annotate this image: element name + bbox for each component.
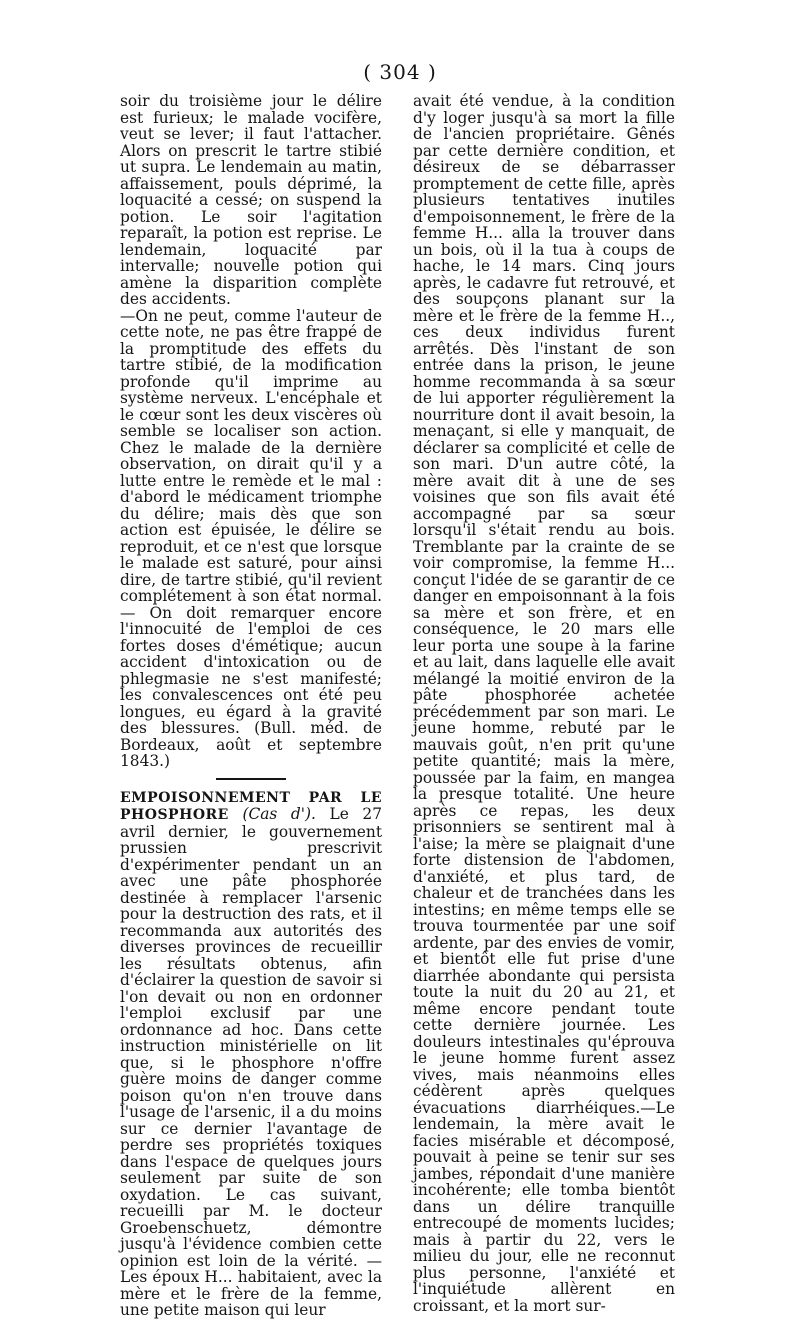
left-paragraph-2: —On ne peut, comme l'auteur de cette note, ne pas être frappé de la promptitude des effets du tartre stibié, de la modification profonde qu'il imprime au système nerveux. L'encéphale et le cœur sont les deux viscères où semble se localiser son action. Chez le malade de la dernière observation, on dirait qu'il y a lutte entre le remède et le mal : d'abord le médicament triomphe du délire; mais dès que son action est épuisée, le délire se reproduit, et ce n'est que lorsque le malade est saturé, pour ainsi dire, de tartre stibié, qu'il revient complétement à son état normal. — On doit remarquer encore l'innocuité de l'emploi de ces fortes doses d'émétique; aucun accident d'intoxication ou de phlegmasie ne s'est manifesté; les convalescences ont été peu longues, eu égard à la gravité des blessures. (Bull. méd. de Bordeaux, août et septembre 1843.) (120, 306, 382, 770)
section-heading-line1: EMPOISONNEMENT PAR LE (120, 789, 382, 806)
right-paragraph-1: avait été vendue, à la condition d'y loger jusqu'à sa mort la fille de l'ancien propriétaire. Gênés par cette dernière condition, et désireux de se débarrasser promptement de cette fille, après plusieurs tentatives inutiles d'empoisonnement, le frère de la femme H... alla la trouver dans un bois, où il la tua à coups de hache, le 14 mars. Cinq jours après, le cadavre fut retrouvé, et des soupçons planant sur la mère et le frère de la femme H.., ces deux individus furent arrêtés. Dès l'instant de son entrée dans la prison, le jeune homme recommanda à sa sœur de lui apporter régulièrement la nourriture dont il avait besoin, la menaçant, si elle y manquait, de déclarer sa complicité et celle de son mari. D'un autre côté, la mère avait dit à une de ses voisines que son fils avait été accompagné par sa sœur lorsqu'il s'était rendu au bois. Tremblante par la crainte de se voir compromise, la femme H... conçut l'idée de se garantir de ce danger en empoisonnant à la fois sa mère et son frère, et en conséquence, le 20 mars elle leur porta une soupe à la farine et au lait, dans laquelle elle avait mélangé la moitié environ de la pâte phosphorée achetée précédemment par son mari. Le jeune homme, rebuté par le mauvais goût, n'en prit qu'une petite quantité; mais la mère, poussée par la faim, en mangea la presque totalité. Une heure après ce repas, les deux prisonniers se sentirent mal à l'aise; la mère se plaignait d'une forte distension de l'abdomen, d'anxiété, et plus tard, de chaleur et de tranchées dans les intestins; en même temps elle se trouva tourmentée par une soif ardente, par des envies de vomir, et bientôt elle fut prise d'une diarrhée abondante qui persista toute la nuit du 20 au 21, et même encore pendant toute cette dernière journée. Les douleurs intestinales qu'éprouva le jeune homme furent assez vives, mais néanmoins elles cédèrent après quelques évacuations diarrhéiques.—Le lendemain, la mère avait le facies misérable et décomposé, pouvait à peine se tenir sur ses jambes, répondait d'une manière incohérente; elle tomba bientôt dans un délire tranquille entrecoupé de moments lucides; mais à partir du 22, vers le milieu du jour, elle ne reconnut plus personne, l'anxiété et l'inquiétude allèrent en croissant, et la mort sur- (413, 92, 675, 1315)
section-heading-case: (Cas d'). (242, 805, 316, 823)
left-column (120, 93, 382, 1319)
left-paragraph-1: soir du troisième jour le délire est furieux; le malade vocifère, veut se lever; il faut l'attacher. Alors on prescrit le tartre stibié ut supra. Le lendemain au matin, affaissement, pouls déprimé, la loquacité a cessé; on suspend la potion. Le soir l'agitation reparaît, la potion est reprise. Le lendemain, loquacité par intervalle; nouvelle potion qui amène la disparition complète des accidents. (120, 92, 382, 308)
section-divider (216, 778, 286, 780)
section-paragraph (120, 789, 382, 1319)
left-paragraph-3: Le 27 avril dernier, le gouvernement prussien prescrivit d'expérimenter pendant un an avec une pâte phosphorée destinée à remplacer l'arsenic pour la destruction des rats, et il recommanda aux autorités des diverses provinces de recueillir les résultats obtenus, afin d'éclairer la question de savoir si l'on devait ou non en ordonner l'emploi exclusif par une ordonnance ad hoc. Dans cette instruction ministérielle on lit que, si le phosphore n'offre guère moins de danger comme poison qu'on n'en trouve dans l'usage de l'arsenic, il a du moins sur ce dernier l'avantage de perdre ses propriétés toxiques dans l'espace de quelques jours seulement par suite de son oxydation. Le cas suivant, recueilli par M. le docteur Groebenschuetz, démontre jusqu'à l'évidence combien cette opinion est loin de la vérité. — Les époux H... habitaient, avec la mère et le frère de la femme, une petite maison qui leur (120, 805, 382, 1319)
page-number: ( 304 ) (363, 60, 437, 84)
section-heading-line2: PHOSPHORE (120, 807, 229, 823)
right-column (413, 93, 675, 1314)
